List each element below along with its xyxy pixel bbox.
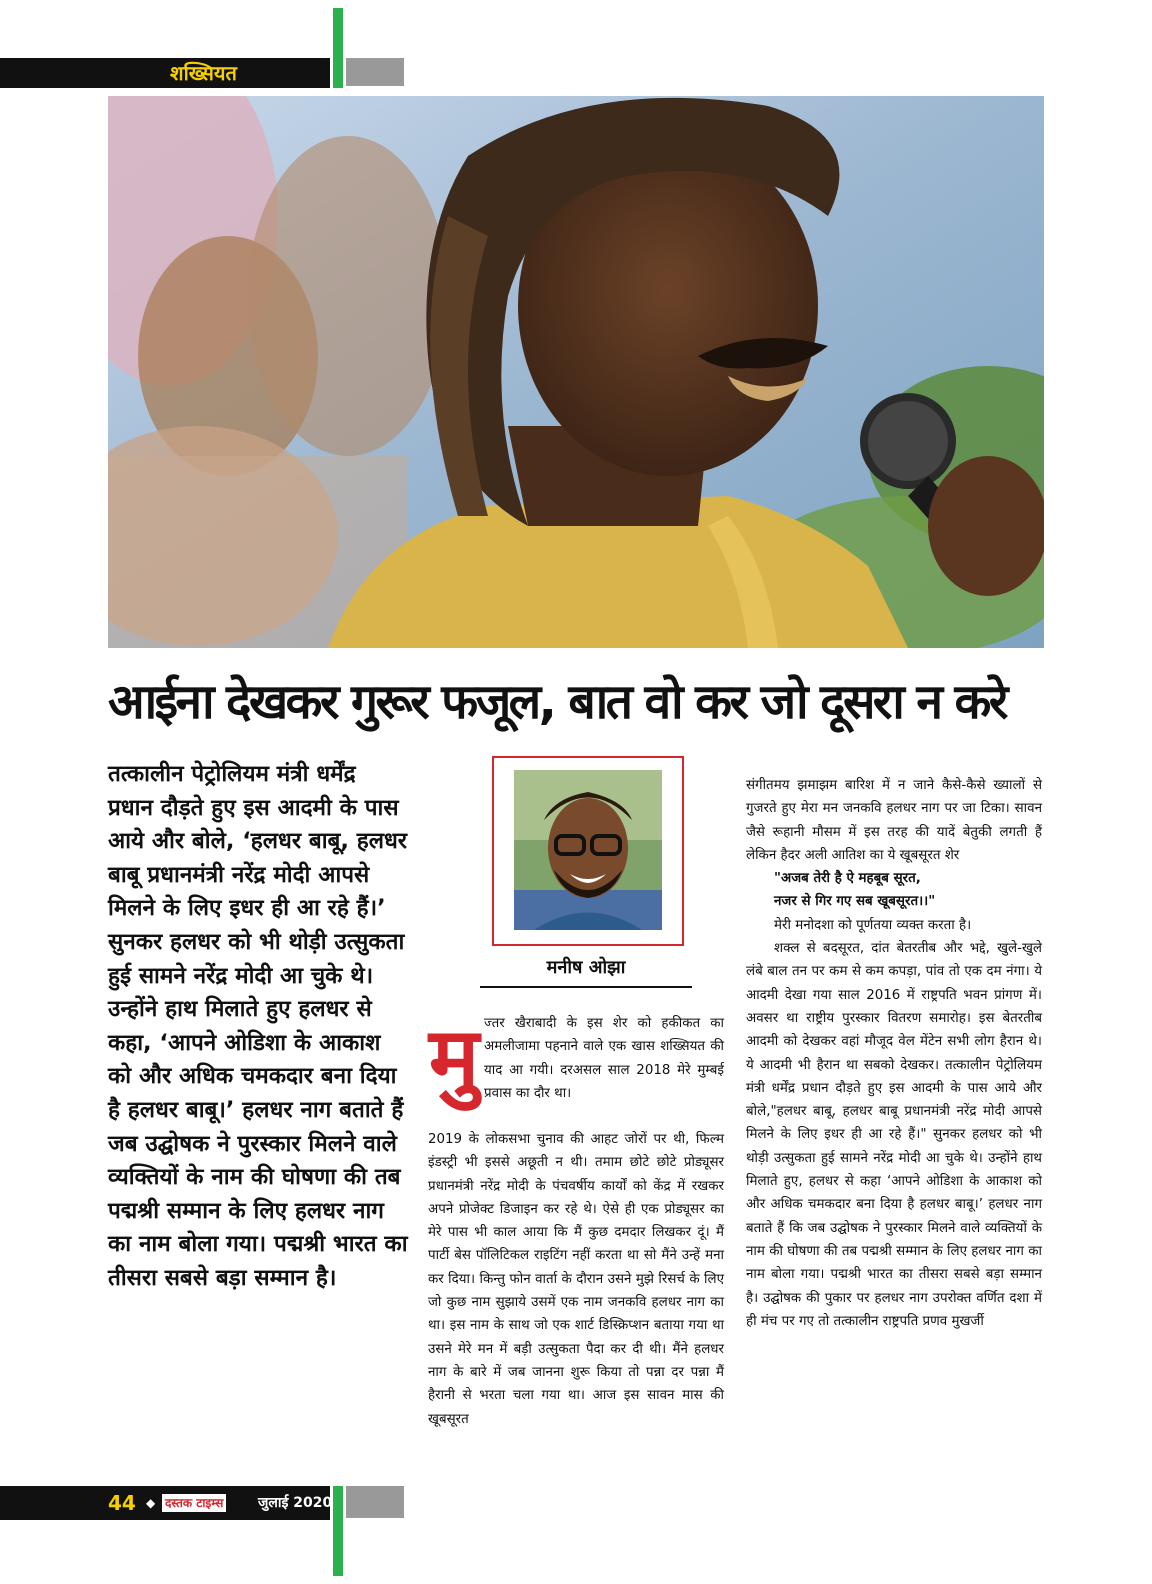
pull-quote-column: तत्कालीन पेट्रोलियम मंत्री धर्मेंद्र प्रधान दौड़ते हुए इस आदमी के पास आये और बोले, ‘हलधर बाबू, हलधर बाबू प्रधानमंत्री नरेंद्र मोदी आपसे मिलने के लिए इधर ही आ रहे हैं।’ सुनकर हलधर को भी थोड़ी उत्सुकता हुई सामने नरेंद्र मोदी आ चुके थे। उन्होंने हाथ मिलाते हुए हलधर से कहा, ‘आपने ओडिशा के आकाश को और अधिक चमकदार बना दिया है हलधर बाबू।’ हलधर नाग बताते हैं जब उद्घोषक ने पुरस्कार मिलने वाले व्यक्तियों के नाम की घोषणा की तब पद्मश्री सम्मान के लिए हलधर नाग का नाम बोला गया। पद्मश्री भारत का तीसरा सबसे बड़ा सम्मान है। (108, 761, 408, 1291)
author-divider (480, 986, 692, 988)
main-photo (108, 96, 1044, 648)
middle-column-body: 2019 के लोकसभा चुनाव की आहट जोरों पर थी, फिल्म इंडस्ट्री भी इससे अछूती न थी। तमाम छोटे छोटे प्रोड्यूसर प्रधानमंत्री नरेंद्र मोदी के पंचवर्षीय कार्यों को केंद्र में रखकर अपने प्रोजेक्ट डिजाइन कर रहे थे। ऐसे ही एक प्रोड्यूसर का मेरे पास भी काल आया कि मैं कुछ दमदार लिखकर दूं। मैं पार्टी बेस पॉलिटिकल राइटिंग नहीं करता था सो मैंने उन्हें मना कर दिया। किन्तु फोन वार्ता के दौरान उसने मुझे रिसर्च के लिए जो कुछ नाम सुझाये उसमें एक नाम जनकवि हलधर नाग का था। इस नाम के साथ जो एक शार्ट डिस्क्रिप्शन बताया गया था उसने मेरे मन में बड़ी उत्सुकता पैदा कर दी थी। मैंने हलधर नाग के बारे में जब जानना शुरू किया तो पन्ना दर पन्ना मैं हैरानी से भरता चला गया था। आज इस सावन मास की खूबसूरत (428, 1132, 724, 1427)
footer-bullet-icon: ◆ (146, 1496, 156, 1510)
headline: आईना देखकर गुरूर फजूल, बात वो कर जो दूसरा न करे (108, 674, 1006, 730)
singer-with-microphone-photo (108, 96, 1044, 648)
footer-green-rule (333, 1486, 343, 1576)
after-verse-text: मेरी मनोदशा को पूर्णतया व्यक्त करता है। (774, 917, 972, 933)
middle-column-intro: ज्तर खैराबादी के इस शेर को हकीकत का अमलीजामा पहनाने वाले एक खास शख्सियत की याद आ गयी। दरअसल साल 2018 मेरे मुम्बई प्रवास का दौर था। (484, 1016, 724, 1101)
right-column-intro: संगीतमय झमाझम बारिश में न जाने कैसे-कैसे ख्यालों से गुजरते हुए मेरा मन जनकवि हलधर नाग पर जा टिका। सावन जैसे रूहानी मौसम में इस तरह की यादें बेतुकी लगती हैं लेकिन हैदर अली आतिश का ये खूबसूरत शेर (746, 778, 1042, 863)
section-label: शख्सियत (170, 61, 237, 85)
author-photo (514, 770, 662, 930)
header-green-rule (333, 8, 343, 88)
header-gray-block (346, 58, 404, 86)
page-number: 44 (108, 1491, 136, 1515)
verse-line-2: नजर से गिर गए सब खूबसूरत।।" (774, 894, 936, 910)
drop-cap: मु (428, 1009, 480, 1107)
section-header-bar (0, 58, 330, 88)
verse-line-1: "अजब तेरी है ऐ महबूब सूरत, (774, 871, 921, 887)
author-name: मनीष ओझा (546, 957, 626, 978)
right-column-body: शक्ल से बदसूरत, दांत बेतरतीब और भद्दे, खुले-खुले लंबे बाल तन पर कम से कम कपड़ा, पांव तो एक दम नंगा। ये आदमी देखा गया साल 2016 में राष्ट्रपति भवन प्रांगण में। अवसर था राष्ट्रीय पुरस्कार वितरण समारोह। इस बेतरतीब आदमी को देखकर वहां मौजूद वेल मेंटेन सभी लोग हैरान थे। ये आदमी भी हैरान था सबको देखकर। तत्कालीन पेट्रोलियम मंत्री धर्मेंद्र प्रधान दौड़ते हुए इस आदमी के पास आये और बोले,"हलधर बाबू, हलधर बाबू प्रधानमंत्री नरेंद्र मोदी आपसे मिलने के लिए इधर ही आ रहे हैं।" सुनकर हलधर को भी थोड़ी उत्सुकता हुई सामने नरेंद्र मोदी आ चुके थे। उन्होंने हाथ मिलाते हुए, हलधर से कहा ‘आपने ओडिशा के आकाश को और अधिक चमकदार बना दिया है हलधर बाबू।’ हलधर नाग बताते हैं कि जब उद्घोषक ने पुरस्कार मिलने वाले व्यक्तियों के नाम की घोषणा की तब पद्मश्री सम्मान के लिए हलधर नाग का नाम बोला गया। पद्मश्री भारत का तीसरा सबसे बड़ा सम्मान है। उद्घोषक की पुकार पर हलधर नाग उपरोक्त वर्णित दशा में ही मंच पर गए तो तत्कालीन राष्ट्रपति प्रणव मुखर्जी (746, 941, 1042, 1329)
issue-date: जुलाई 2020 (258, 1495, 333, 1511)
author-portrait-icon (514, 770, 662, 930)
footer-gray-block (346, 1486, 404, 1518)
right-column (746, 774, 1042, 1333)
magazine-name: दस्तक टाइम्स (162, 1494, 226, 1512)
